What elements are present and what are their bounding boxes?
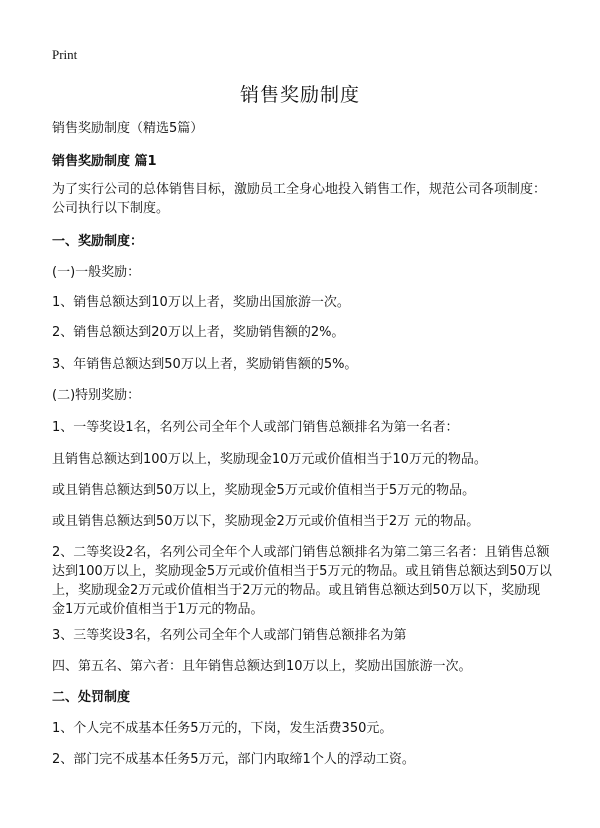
list-item: 2、部门完不成基本任务5万元，部门内取缔1个人的浮动工资。 bbox=[52, 752, 415, 767]
heading-penalty-system: 二、处罚制度 bbox=[52, 690, 131, 705]
intro-paragraph: 为了实行公司的总体销售目标，激励员工全身心地投入销售工作，规范公司各项制度：公司执行以下制度。 bbox=[52, 182, 547, 216]
subheading-special-reward: (二)特别奖励： bbox=[52, 388, 141, 403]
document-subtitle: 销售奖励制度（精选5篇） bbox=[52, 121, 204, 136]
list-item: 3、三等奖设3名，名列公司全年个人或部门销售总额排名为第 bbox=[52, 628, 407, 643]
list-item: 2、销售总额达到20万以上者，奖励销售额的2%。 bbox=[52, 325, 345, 340]
list-item: 3、年销售总额达到50万以上者，奖励销售额的5%。 bbox=[52, 357, 358, 372]
list-item: 1、一等奖设1名，名列公司全年个人或部门销售总额排名为第一名者： bbox=[52, 420, 459, 435]
print-link[interactable]: Print bbox=[52, 47, 78, 62]
list-item: 或且销售总额达到50万以下，奖励现金2万元或价值相当于2万 元的物品。 bbox=[52, 514, 480, 529]
list-item: 且销售总额达到100万以上，奖励现金10万元或价值相当于10万元的物品。 bbox=[52, 452, 487, 467]
list-item: 1、个人完不成基本任务5万元的，下岗，发生活费350元。 bbox=[52, 721, 393, 736]
section-heading: 销售奖励制度 篇1 bbox=[52, 154, 157, 169]
list-item: 四、第五名、第六者：且年销售总额达到10万以上，奖励出国旅游一次。 bbox=[52, 659, 472, 674]
document-title: 销售奖励制度 bbox=[239, 84, 360, 106]
heading-reward-system: 一、奖励制度： bbox=[52, 234, 144, 249]
list-item: 2、二等奖设2名，名列公司全年个人或部门销售总额排名为第二第三名者：且销售总额达到100万以上，奖励现金5万元或价值相当于5万元的物品。或且销售总额达到50万以上，奖励现金2万元或价值相当于2万元的物品。或且销售总额达到50万以下，奖励现金1万元或价值相当于1万元的物品。 bbox=[52, 545, 552, 617]
subheading-general-reward: (一)一般奖励： bbox=[52, 265, 141, 280]
list-item: 或且销售总额达到50万以上，奖励现金5万元或价值相当于5万元的物品。 bbox=[52, 483, 476, 498]
list-item: 1、销售总额达到10万以上者，奖励出国旅游一次。 bbox=[52, 295, 350, 310]
